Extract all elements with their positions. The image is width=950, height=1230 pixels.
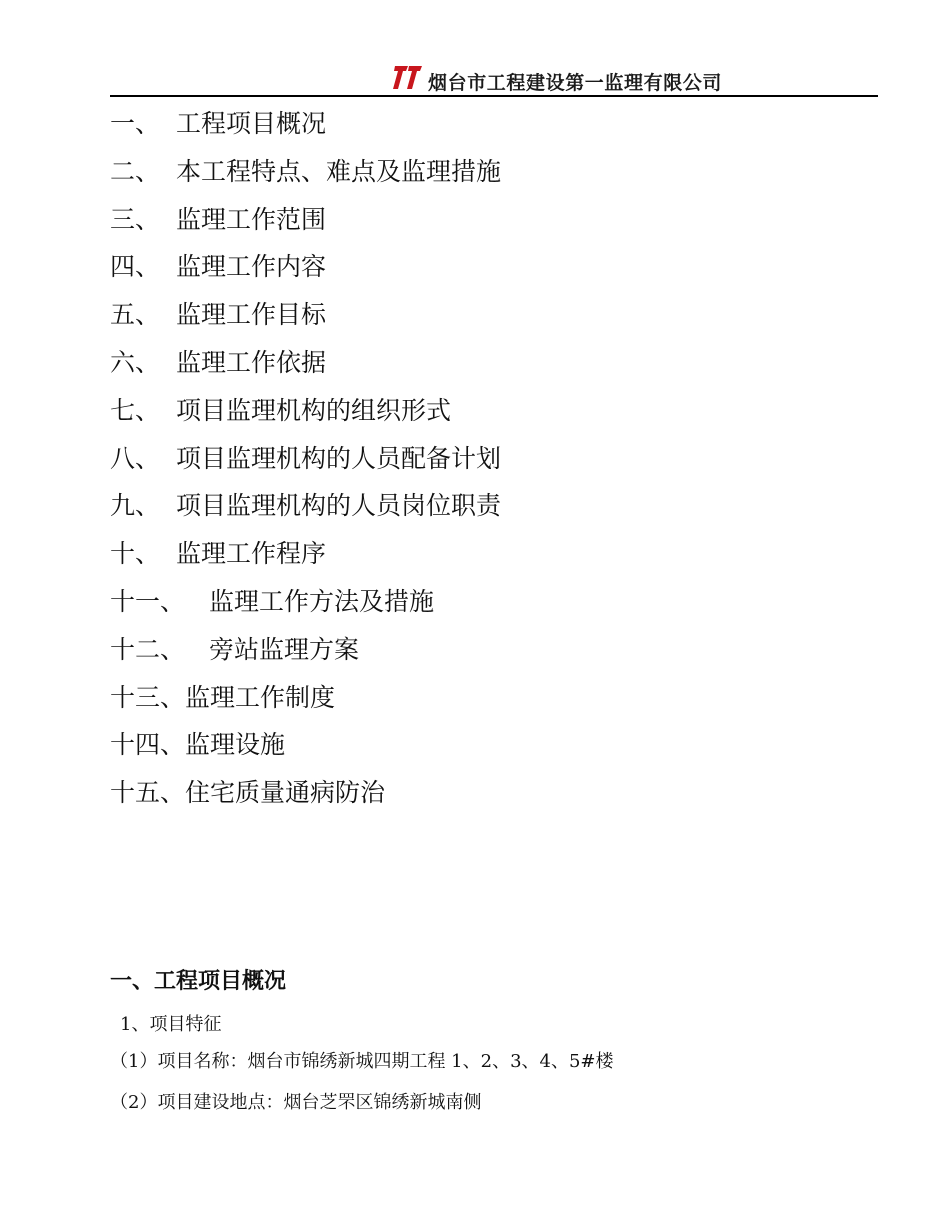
- toc-item: [110, 100, 501, 148]
- toc-item-number: 十二、: [110, 634, 186, 664]
- toc-item-title: 监理工作范围: [176, 204, 327, 234]
- toc-item: [110, 243, 501, 291]
- toc-item: [110, 578, 501, 626]
- toc-item-number: 四、: [110, 252, 161, 282]
- toc-item: [110, 387, 501, 435]
- toc-item-number: 十三、: [110, 682, 186, 712]
- toc-item-number: 十四、: [110, 730, 186, 760]
- toc-item-number: 七、: [110, 395, 161, 425]
- toc-item: [110, 291, 501, 339]
- toc-item-title: 项目监理机构的人员配备计划: [176, 443, 502, 473]
- toc-item-title: 本工程特点、难点及监理措施: [176, 156, 502, 186]
- toc-item-number: 三、: [110, 204, 161, 234]
- toc-item-title: 工程项目概况: [176, 109, 327, 138]
- toc-item-title: 监理工作内容: [176, 252, 327, 282]
- page-header: [110, 56, 878, 97]
- toc-item-number: 一、: [110, 109, 161, 138]
- toc-item-number: 九、: [110, 491, 161, 521]
- company-name: 烟台市工程建设第一监理有限公司: [428, 72, 723, 94]
- toc-item-number: 二、: [110, 156, 161, 186]
- toc-item-number: 十、: [110, 539, 161, 569]
- toc-item: [110, 530, 501, 578]
- toc-item-title: 住宅质量通病防治: [185, 778, 386, 808]
- toc-item-number: 十五、: [110, 778, 186, 808]
- toc-item-title: 监理设施: [185, 730, 286, 760]
- toc-item-title: 监理工作程序: [176, 539, 327, 569]
- toc-item: [110, 626, 501, 674]
- section-subheading: 1、项目特征: [120, 1014, 222, 1035]
- toc-item-number: 六、: [110, 347, 161, 377]
- toc-item: [110, 482, 501, 530]
- toc-item: [110, 196, 501, 244]
- toc-item-title: 监理工作依据: [176, 347, 327, 377]
- toc-item-title: 监理工作制度: [185, 682, 336, 712]
- paragraph-line: （2）项目建设地点：烟台芝罘区锦绣新城南侧: [110, 1092, 482, 1113]
- toc-item: [110, 674, 501, 722]
- company-logo-icon: [392, 62, 424, 92]
- section-heading: 一、工程项目概况: [110, 969, 287, 994]
- paragraph-line: （1）项目名称：烟台市锦绣新城四期工程 1、2、3、4、5#楼: [110, 1051, 614, 1072]
- header-rule: [110, 95, 878, 97]
- table-of-contents: [110, 100, 501, 817]
- toc-item-title: 监理工作方法及措施: [209, 586, 435, 616]
- toc-item: [110, 721, 501, 769]
- toc-item: [110, 148, 501, 196]
- toc-item-number: 十一、: [110, 586, 186, 616]
- toc-item: [110, 339, 501, 387]
- toc-item-title: 项目监理机构的组织形式: [176, 395, 452, 425]
- toc-item-number: 八、: [110, 443, 161, 473]
- toc-item-title: 旁站监理方案: [209, 634, 360, 664]
- toc-item-number: 五、: [110, 300, 161, 330]
- toc-item: [110, 435, 501, 483]
- toc-item: [110, 769, 501, 817]
- toc-item-title: 监理工作目标: [176, 300, 327, 330]
- toc-item-title: 项目监理机构的人员岗位职责: [176, 491, 502, 521]
